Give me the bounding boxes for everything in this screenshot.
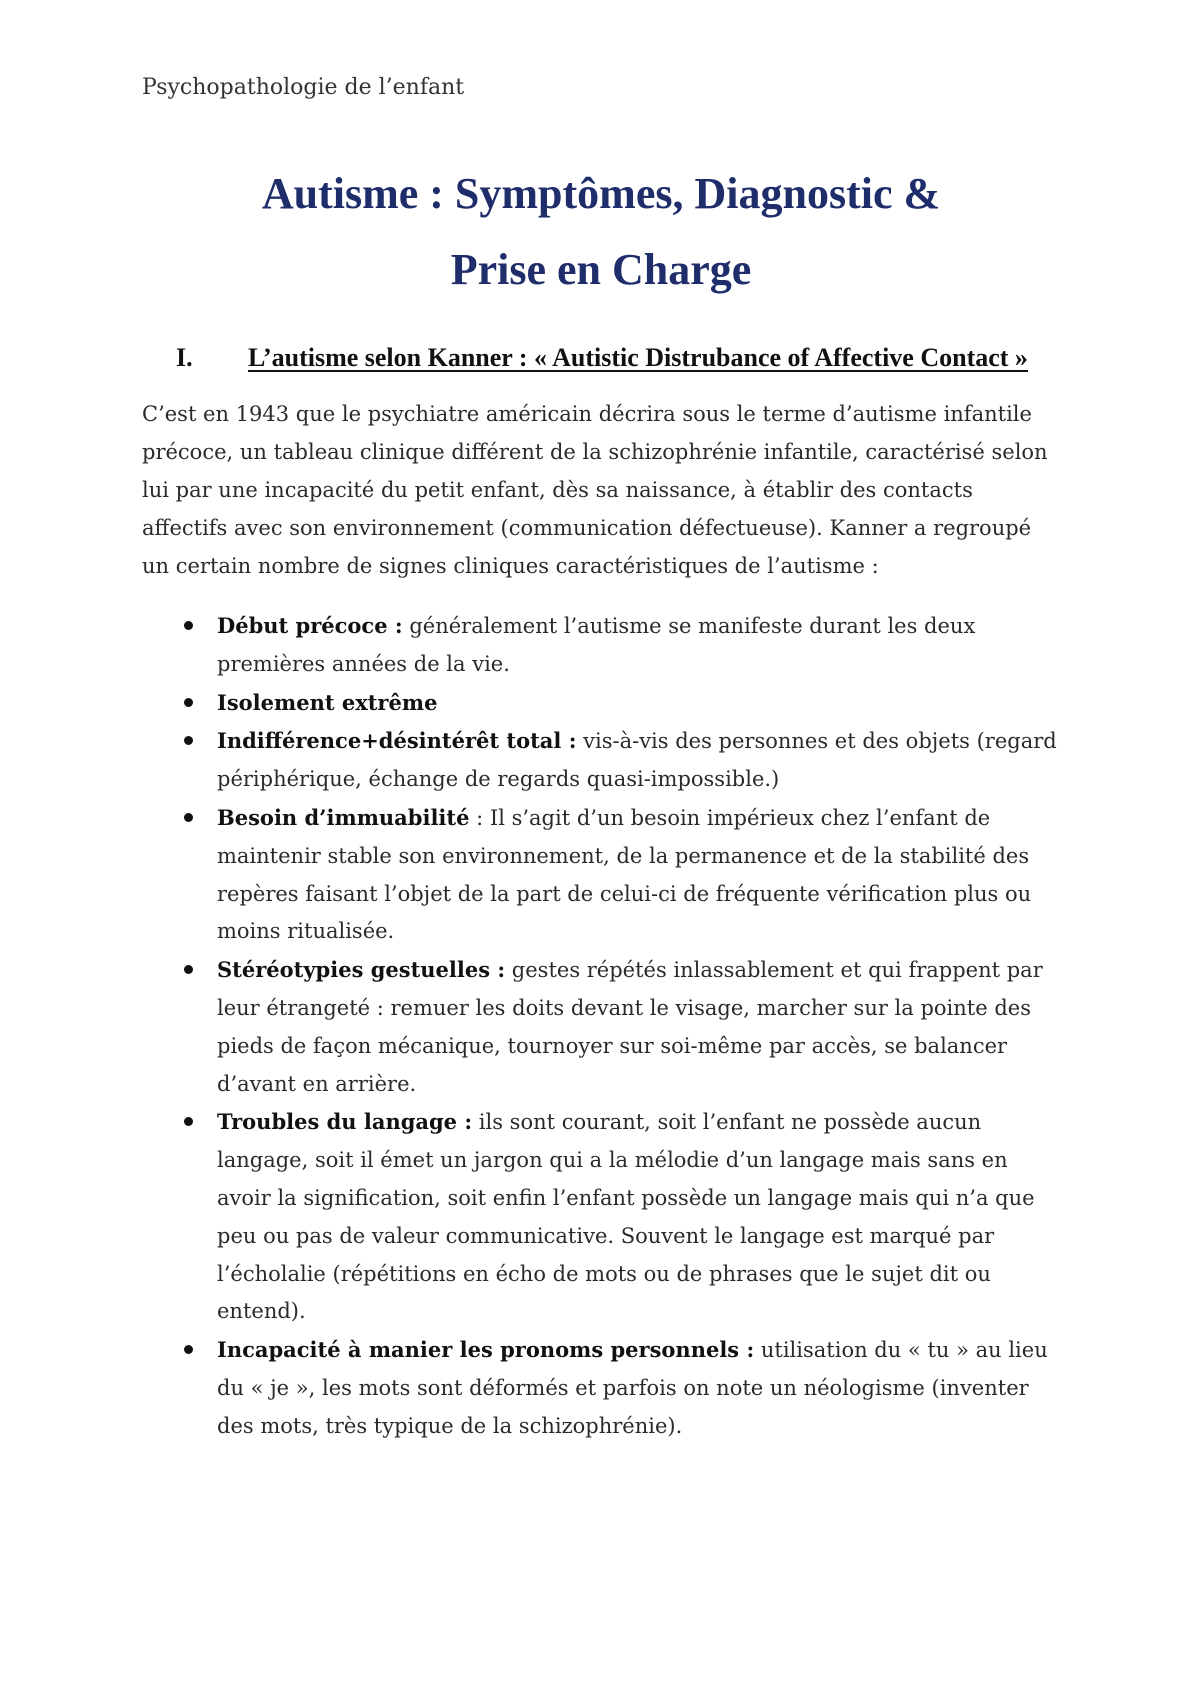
running-header: Psychopathologie de l’enfant [142,75,465,100]
bullet-icon [184,965,193,974]
bullet-term: Troubles du langage : [217,1109,473,1135]
section-title: L’autisme selon Kanner : « Autistic Distrubance of Affective Contact » [248,343,1028,372]
list-item [142,799,1060,951]
intro-paragraph: C’est en 1943 que le psychiatre américain décrira sous le terme d’autisme infantile précoce, un tableau clinique différent de la schizophrénie infantile, caractérisé selon lui par une incapacité du petit enfant, dès sa naissance, à établir des contacts affectifs avec son environnement (communication défectueuse). Kanner a regroupé un certain nombre de signes cliniques caractéristiques de l’autisme : [142,402,1048,578]
list-item [142,607,1060,684]
bullet-text: vis-à-vis des personnes et des objets (regard périphérique, échange de regards quasi-impossible.) [217,729,1057,792]
list-item [142,684,1060,723]
list-item [142,722,1060,799]
bullet-term: Incapacité à manier les pronoms personnels : [217,1337,755,1363]
bullet-icon [184,1117,193,1126]
bullet-term: Isolement extrême [217,689,438,715]
bullet-text: utilisation du « tu » au lieu du « je », les mots sont déformés et parfois on note un néologisme (inventer des mots, très typique de la schizophrénie). [217,1338,1048,1438]
bullet-term: Indifférence+désintérêt total : [217,728,577,754]
bullet-icon [184,621,193,630]
list-item [142,1331,1060,1445]
list-item [142,951,1060,1103]
section-number: I. [176,343,193,372]
bullet-term: Début précoce : [217,613,403,638]
bullet-icon [184,736,193,745]
symptom-list [142,607,1060,1446]
title-line-2: Prise en Charge [450,245,752,294]
section-heading [142,336,1060,379]
list-item [142,1103,1060,1331]
document-title [142,156,1060,308]
bullet-text: ils sont courant, soit l’enfant ne possède aucun langage, soit il émet un jargon qui a la mélodie d’un langage mais sans en avoir la signification, soit enfin l’enfant possède un langage mais qui n’a que peu ou pas de valeur communicative. Souvent le langage est marqué par l’écholalie (répétitions en écho de mots ou de phrases que le sujet dit ou entend). [217,1110,1035,1324]
bullet-icon [184,813,193,822]
bullet-term: Stéréotypies gestuelles : [217,957,506,983]
bullet-text: gestes répétés inlassablement et qui frappent par leur étrangeté : remuer les doits devant le visage, marcher sur la pointe des pieds de façon mécanique, tournoyer sur soi-même par accès, se balancer d’avant en arrière. [217,958,1043,1096]
title-line-1: Autisme : Symptômes, Diagnostic & [261,169,941,218]
bullet-icon [184,698,193,707]
bullet-term: Besoin d’immuabilité [217,804,470,830]
bullet-icon [184,1345,193,1354]
bullet-text: : Il s’agit d’un besoin impérieux chez l’enfant de maintenir stable son environnement, de la permanence et de la stabilité des repères faisant l’objet de la part de celui-ci de fréquente vérification plus ou moins ritualisée. [217,805,1032,944]
bullet-text: généralement l’autisme se manifeste durant les deux premières années de la vie. [217,614,976,676]
